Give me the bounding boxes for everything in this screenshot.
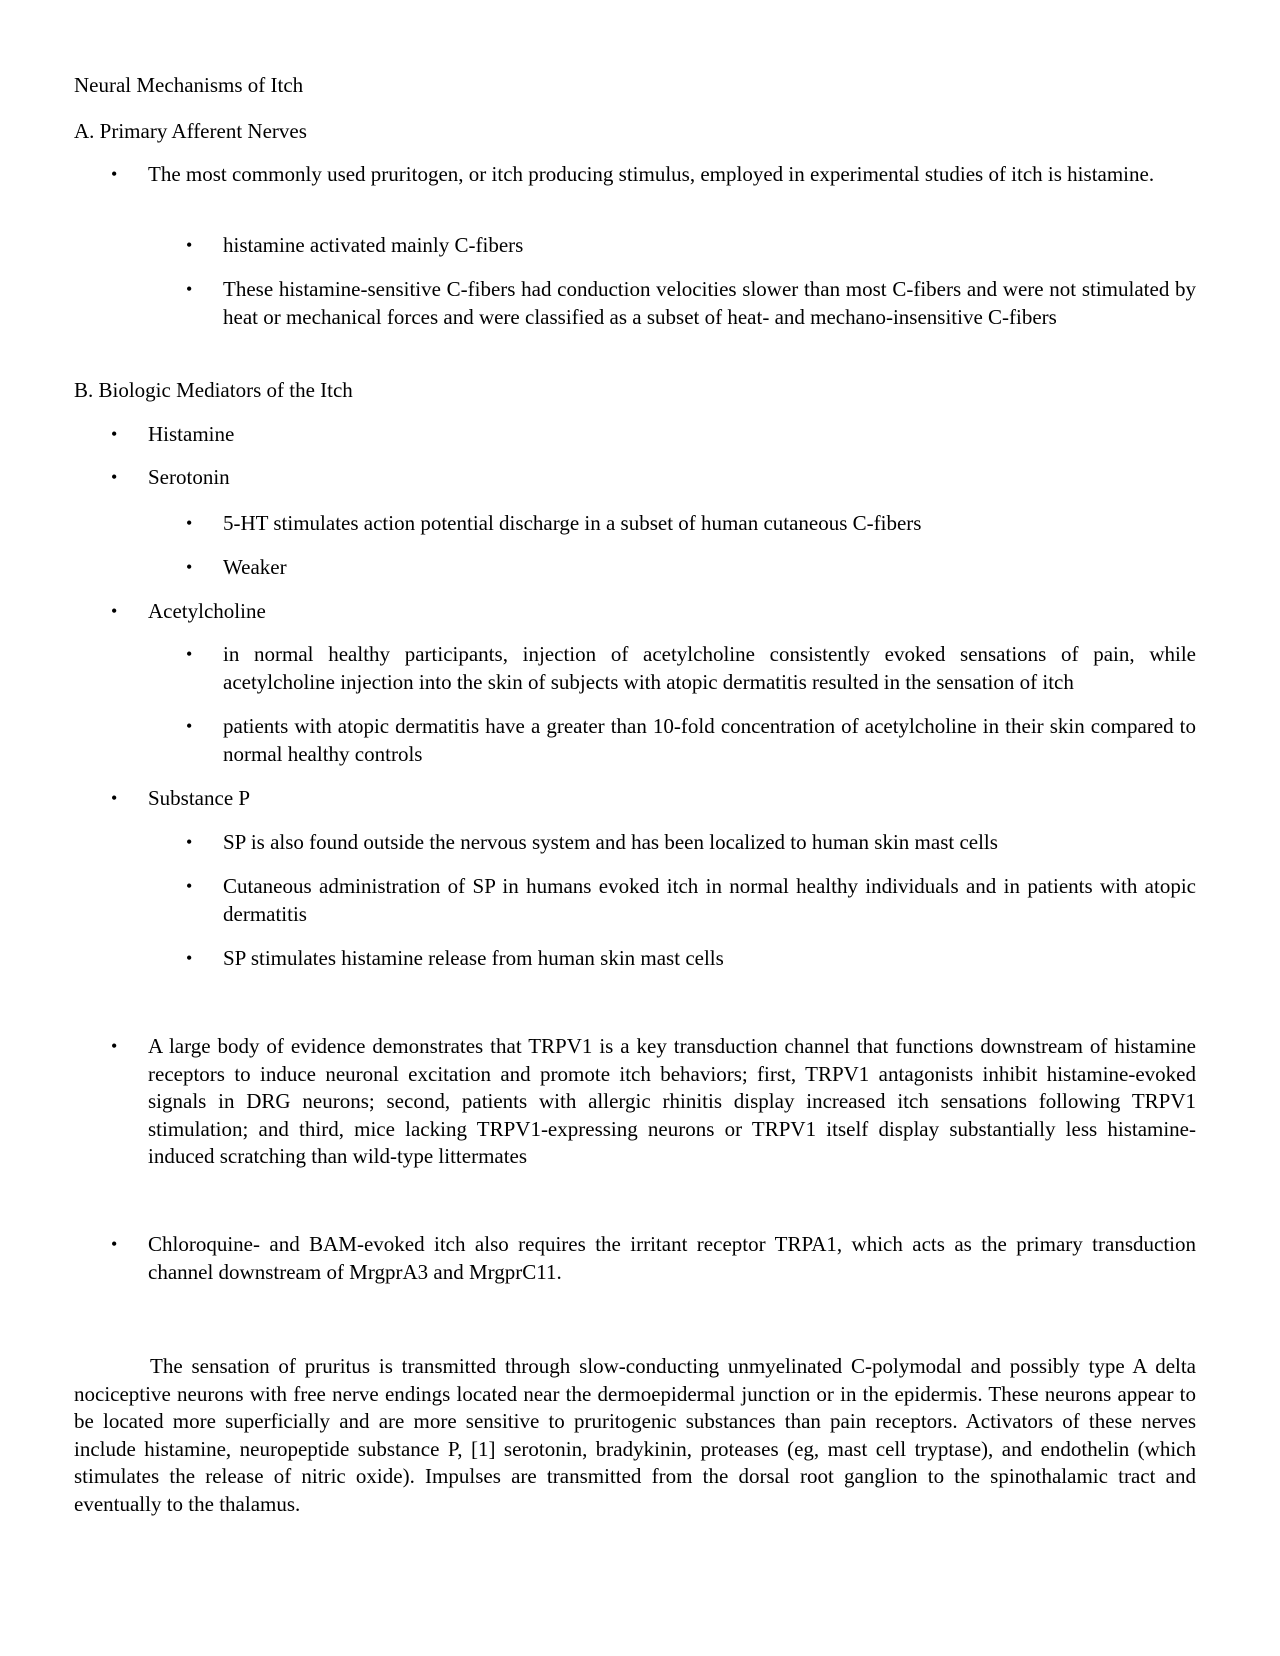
list-item: The most commonly used pruritogen, or itch producing stimulus, employed in experimental studies of itch is histamine.: [148, 162, 1155, 186]
list-item: 5-HT stimulates action potential discharge in a subset of human cutaneous C-fibers: [223, 511, 922, 535]
list-item: Acetylcholine: [148, 599, 266, 623]
bullet-marker: •: [186, 948, 193, 968]
bullet-marker: •: [186, 279, 193, 299]
bullet-marker: •: [111, 164, 118, 184]
list-item: Serotonin: [148, 465, 230, 489]
list-item: Weaker: [223, 555, 287, 579]
list-item: in normal healthy participants, injection of acetylcholine consistently evoked sensations of pain, while acetylcholine injection into the skin of subjects with atopic dermatitis resulted in the sensation of itch: [223, 642, 1196, 694]
bullet-marker: •: [111, 467, 118, 487]
bullet-marker: •: [186, 557, 193, 577]
bullet-marker: •: [186, 832, 193, 852]
list-item: Histamine: [148, 422, 235, 446]
list-item: SP stimulates histamine release from human skin mast cells: [223, 946, 724, 970]
bullet-marker: •: [111, 601, 118, 621]
section-a-heading: A. Primary Afferent Nerves: [74, 119, 307, 143]
bullet-marker: •: [111, 1234, 118, 1254]
list-item: A large body of evidence demonstrates that TRPV1 is a key transduction channel that functions downstream of histamine receptors to induce neuronal excitation and promote itch behaviors; first, TRPV1 antagonists inhibit histamine-evoked signals in DRG neurons; second, patients with allergic rhinitis display increased itch sensations following TRPV1 stimulation; and third, mice lacking TRPV1-expressing neurons or TRPV1 itself display substantially less histamine-induced scratching than wild-type littermates: [148, 1034, 1196, 1168]
bullet-marker: •: [186, 513, 193, 533]
list-item: histamine activated mainly C-fibers: [223, 233, 524, 257]
list-item: SP is also found outside the nervous system and has been localized to human skin mast cells: [223, 830, 998, 854]
list-item: These histamine-sensitive C-fibers had conduction velocities slower than most C-fibers and were not stimulated by heat or mechanical forces and were classified as a subset of heat- and mechano-insensitive C-fibers: [223, 277, 1196, 329]
section-b-heading: B. Biologic Mediators of the Itch: [74, 378, 353, 402]
closing-paragraph: The sensation of pruritus is transmitted through slow-conducting unmyelinated C-polymodal and possibly type A delta nociceptive neurons with free nerve endings located near the dermoepidermal junction or in the epidermis. These neurons appear to be located more superficially and are more sensitive to pruritogenic substances than pain receptors. Activators of these nerves include histamine, neuropeptide substance P, [1] serotonin, bradykinin, proteases (eg, mast cell tryptase), and endothelin (which stimulates the release of nitric oxide). Impulses are transmitted from the dorsal root ganglion to the spinothalamic tract and eventually to the thalamus.: [74, 1354, 1196, 1516]
bullet-marker: •: [186, 644, 193, 664]
list-item: Cutaneous administration of SP in humans evoked itch in normal healthy individuals and in patients with atopic dermatitis: [223, 874, 1196, 926]
bullet-marker: •: [186, 716, 193, 736]
list-item: Substance P: [148, 786, 251, 810]
document-title: Neural Mechanisms of Itch: [74, 73, 304, 97]
list-item: Chloroquine- and BAM-evoked itch also requires the irritant receptor TRPA1, which acts as the primary transduction channel downstream of MrgprA3 and MrgprC11.: [148, 1232, 1196, 1284]
bullet-marker: •: [111, 788, 118, 808]
bullet-marker: •: [111, 1036, 118, 1056]
bullet-marker: •: [186, 876, 193, 896]
bullet-marker: •: [186, 235, 193, 255]
list-item: patients with atopic dermatitis have a greater than 10-fold concentration of acetylcholine in their skin compared to normal healthy controls: [223, 714, 1196, 766]
bullet-marker: •: [111, 424, 118, 444]
